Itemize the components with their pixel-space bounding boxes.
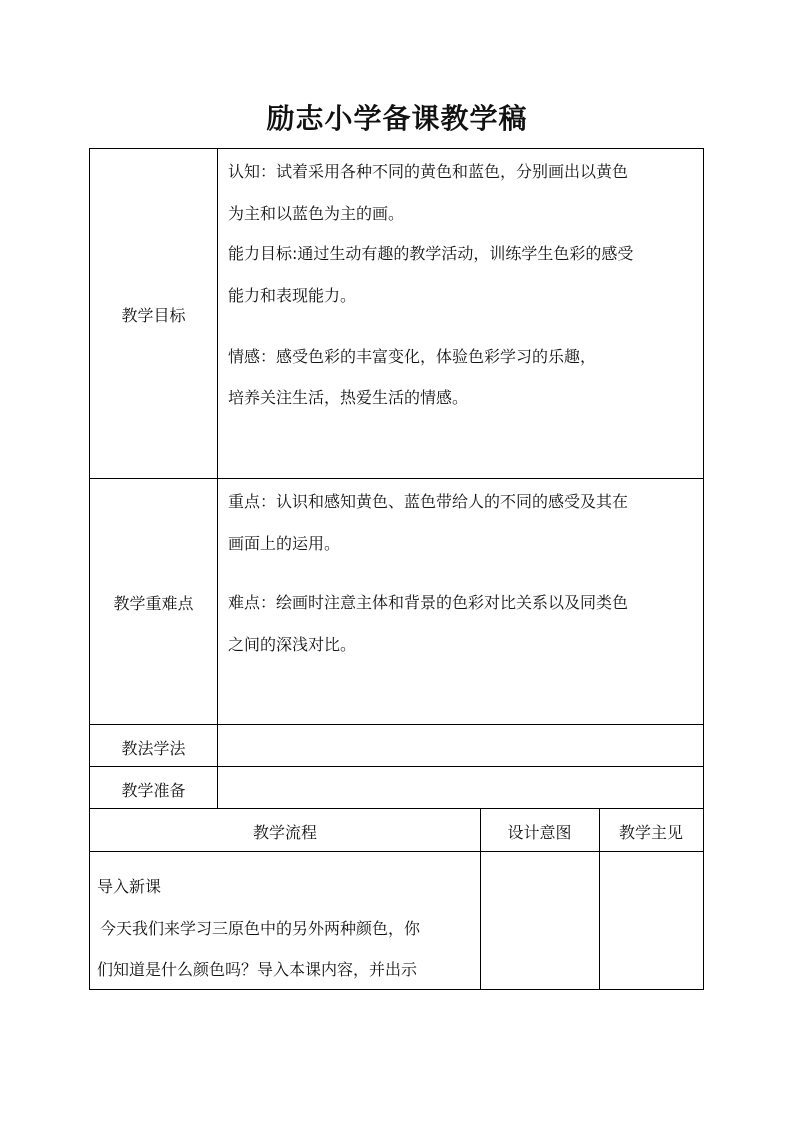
- key-points-label: 教学重难点: [113, 594, 194, 613]
- row-divider: [90, 478, 703, 479]
- teaching-opinion-header: 教学主见: [618, 823, 683, 842]
- focus-line-2: 画面上的运用。: [228, 534, 341, 553]
- process-line-2: 们知道是什么颜色吗？导入本课内容，并出示: [97, 960, 418, 979]
- goal-emotion-line-2: 培养关注生活，热爱生活的情感。: [228, 388, 469, 407]
- goals-label: 教学目标: [121, 306, 186, 325]
- process-line-1: 今天我们来学习三原色中的另外两种颜色，你: [100, 919, 421, 938]
- methods-label: 教法学法: [121, 739, 186, 758]
- goal-emotion-line-1: 情感：感受色彩的丰富变化，体验色彩学习的乐趣，: [228, 347, 597, 366]
- row-divider: [90, 724, 703, 725]
- design-intent-header: 设计意图: [507, 823, 572, 842]
- difficulty-line-1: 难点：绘画时注意主体和背景的色彩对比关系以及同类色: [228, 593, 629, 612]
- process-flow-header: 教学流程: [252, 823, 317, 842]
- focus-line-1: 重点：认识和感知黄色、蓝色带给人的不同的感受及其在: [228, 492, 629, 511]
- row-divider: [90, 766, 703, 767]
- goal-ability-line-1: 能力目标:通过生动有趣的教学活动，训练学生色彩的感受: [228, 244, 634, 263]
- page-title: 励志小学备课教学稿: [266, 102, 528, 135]
- goal-cognition-line-1: 认知：试着采用各种不同的黄色和蓝色，分别画出以黄色: [228, 162, 629, 181]
- row-divider: [90, 808, 703, 809]
- process-heading: 导入新课: [97, 877, 162, 896]
- lesson-plan-table: [89, 148, 704, 990]
- preparation-label: 教学准备: [121, 781, 186, 800]
- difficulty-line-2: 之间的深浅对比。: [228, 635, 357, 654]
- column-divider: [217, 149, 218, 808]
- goal-cognition-line-2: 为主和以蓝色为主的画。: [228, 204, 405, 223]
- goal-ability-line-2: 能力和表现能力。: [228, 286, 357, 305]
- row-divider: [90, 851, 703, 852]
